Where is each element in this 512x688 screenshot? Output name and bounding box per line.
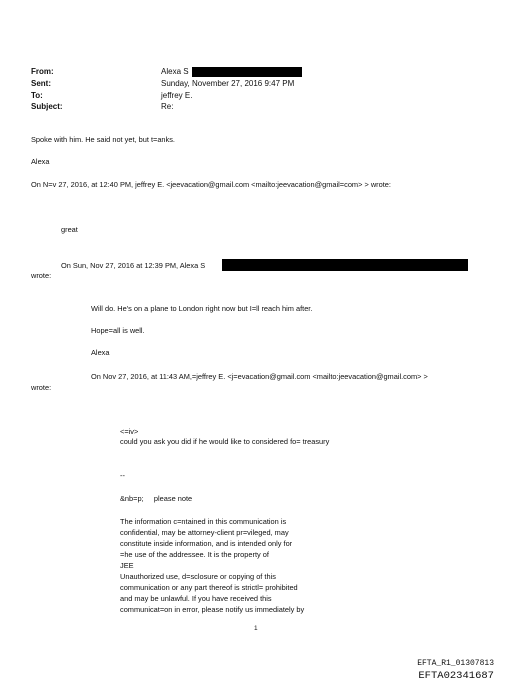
to-value: jeffrey E. <box>161 91 193 100</box>
from-value: Alexa S <box>161 67 189 76</box>
disclaimer-line: and may be unlawful. If you have received this <box>120 594 272 603</box>
from-label: From: <box>31 67 54 76</box>
body-line: wrote: <box>31 383 52 392</box>
body-line: <=iv> <box>120 427 139 436</box>
disclaimer-line: communicat=on in error, please notify us immediately by <box>120 605 305 614</box>
quoted-header-line: On Sun, Nov 27, 2016 at 12:39 PM, Alexa S <box>61 261 206 270</box>
sent-value: Sunday, November 27, 2016 9:47 PM <box>161 79 295 88</box>
body-line: Spoke with him. He said not yet, but t=anks. <box>31 135 175 144</box>
to-label: To: <box>31 91 43 100</box>
disclaimer-line: Unauthorized use, d=sclosure or copying of this <box>120 572 276 581</box>
body-line: great <box>61 225 78 234</box>
disclaimer-line: JEE <box>120 561 134 570</box>
disclaimer-line: The information c=ntained in this communication is <box>120 517 287 526</box>
redaction-bar <box>192 67 302 77</box>
redaction-bar <box>222 259 468 271</box>
body-line: &nb=p; please note <box>120 494 193 503</box>
body-line: Will do. He's on a plane to London right now but I=ll reach him after. <box>91 304 313 313</box>
page-number: 1 <box>254 625 258 632</box>
body-line: wrote: <box>31 271 52 280</box>
signature-separator: -- <box>120 471 125 480</box>
subject-value: Re: <box>161 102 174 111</box>
disclaimer-line: confidential, may be attorney-client pr=vileged, may <box>120 528 289 537</box>
body-line: Alexa <box>91 348 110 357</box>
document-id-small: EFTA_R1_01307813 <box>417 659 494 668</box>
body-line: could you ask you did if he would like to considered fo= treasury <box>120 437 330 446</box>
disclaimer-line: =he use of the addressee. It is the property of <box>120 550 269 559</box>
body-line: Hope=all is well. <box>91 326 145 335</box>
subject-label: Subject: <box>31 102 63 111</box>
quoted-header-line: On N=v 27, 2016, at 12:40 PM, jeffrey E. <jeevacation@gmail.com <mailto:jeevacation@gmail=com> > wrote: <box>31 180 391 189</box>
quoted-header-line: On Nov 27, 2016, at 11:43 AM,=jeffrey E. <j=evacation@gmail.com <mailto:jeevacation@gmail.com> > <box>91 372 428 381</box>
disclaimer-line: constitute inside information, and is intended only for <box>120 539 293 548</box>
sent-label: Sent: <box>31 79 51 88</box>
disclaimer-line: communication or any part thereof is strictl= prohibited <box>120 583 298 592</box>
document-id-large: EFTA02341687 <box>418 670 494 682</box>
body-line: Alexa <box>31 157 50 166</box>
